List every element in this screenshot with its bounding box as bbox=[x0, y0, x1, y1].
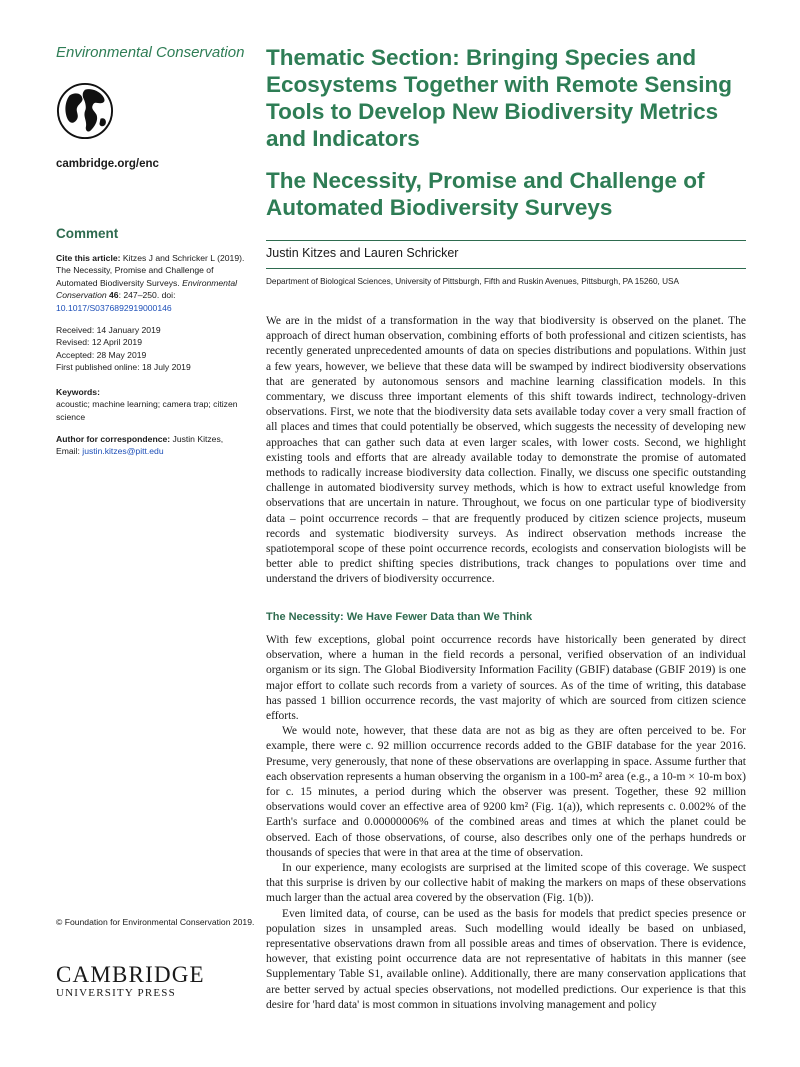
keywords-label: Keywords: bbox=[56, 387, 100, 397]
cite-volume: 46 bbox=[109, 290, 119, 301]
corr-email-label: Email: bbox=[56, 446, 80, 457]
cite-pages: : 247–250. doi: bbox=[118, 290, 176, 301]
received-date: Received: 14 January 2019 bbox=[56, 325, 161, 335]
dates-block bbox=[56, 324, 256, 374]
paragraph: Even limited data, of course, can be used as the basis for models that predict species presence or population sizes in unsampled areas. Such modelling would ideally be based on unbiased, representative observations drawn from all possible areas and times of observation. There is evidence, however, that existing point occurrence data are not representative of habitats in this manner (see Supplementary Table S1, available online). Additionally, there are many conservation applications that are better served by actual species observations, not modelled predictions. Our experience is that this desire for 'hard data' is most common in situations involving management and policy bbox=[266, 907, 746, 1011]
paragraph: With few exceptions, global point occurrence records have historically been generated by direct observation, where a human in the field records a personal, verified observation of an individual organism or its sign. The Global Biodiversity Information Facility (GBIF) database (GBIF 2019) is one major effort to collate such records from a variety of sources. As of the time of writing, this database has passed 1 billion occurrence records, the vast majority of which are sourced from citizen science efforts. bbox=[266, 634, 746, 723]
body-text bbox=[266, 633, 746, 1013]
paragraph: In our experience, many ecologists are surprised at the limited scope of this coverage. We suspect that this surprise is driven by our collective habit of making the markers on maps of these observations much larger than the actual area covered by the observation (Fig. 1(b)). bbox=[266, 862, 746, 905]
publisher-line1: CAMBRIDGE bbox=[56, 962, 205, 987]
corr-name: Justin Kitzes, bbox=[172, 434, 224, 444]
corr-label: Author for correspondence: bbox=[56, 434, 171, 444]
correspondence-block bbox=[56, 433, 256, 458]
cite-text: Kitzes J and Schricker L (2019). The Necessity, Promise and Challenge of Automated Biodiversity Surveys. bbox=[56, 253, 245, 288]
section-heading: The Necessity: We Have Fewer Data than We Think bbox=[266, 611, 533, 623]
cite-label: Cite this article: bbox=[56, 253, 121, 263]
publisher-logo bbox=[56, 964, 226, 1000]
first-published-date: First published online: 18 July 2019 bbox=[56, 362, 191, 373]
accepted-date: Accepted: 28 May 2019 bbox=[56, 349, 147, 360]
citation bbox=[56, 252, 256, 314]
abstract: We are in the midst of a transformation in the way that biodiversity is observed on the planet. The approach of direct human observation, combining efforts of both professional and citizen scientists, has recently generated unprecedented amounts of data on species distributions and populations. Within just a few years, however, we believe that these data will be swamped by indirect biodiversity observations that are generated by autonomous sensors and machine learning classification models. In this commentary, we discuss three important elements of this shift towards indirect, technology-driven observations. First, we note that the biodiversity data sets available today cover a very small fraction of all places and times that could potentially be observed, which suggests the necessity of developing new approaches that can gather such data at even larger scales, with lower costs. Second, we highlight existing tools and efforts that are already available today to demonstrate the promise of automated methods to radically increase biodiversity data collection. Finally, we discuss one specific outstanding challenge in automated biodiversity survey methods, which is how to extract useful knowledge from observations that are uncertain in nature. Throughout, we focus on one particular type of biodiversity data – point occurrence records – that are frequently produced by citizen science projects, museum records and systematic biodiversity surveys. As indirect observation methods increase the spatiotemporal scope of these point occurrence records, ecologists and conservation biologists will be better able to predict shifting species distributions, track changes to populations over time and understand the drivers of biodiversity occurrence. bbox=[266, 315, 746, 586]
title-divider bbox=[266, 240, 746, 241]
globe-logo-icon bbox=[56, 82, 114, 140]
sidebar bbox=[56, 44, 256, 999]
doi-link[interactable]: 10.1017/S0376892919000146 bbox=[56, 302, 172, 313]
affiliation: Department of Biological Sciences, University of Pittsburgh, Fifth and Ruskin Avenues, Pittsburgh, PA 15260, USA bbox=[266, 277, 679, 286]
main-column bbox=[266, 44, 746, 1011]
site-link[interactable]: cambridge.org/enc bbox=[56, 158, 159, 170]
corr-email-link[interactable]: justin.kitzes@pitt.edu bbox=[82, 446, 164, 457]
authors-divider bbox=[266, 268, 746, 269]
article-type-label: Comment bbox=[56, 226, 119, 241]
section-title: Thematic Section: Bringing Species and Ecosystems Together with Remote Sensing Tools to Develop New Biodiversity Metrics and Indicators bbox=[266, 45, 732, 151]
copyright: © Foundation for Environmental Conservation 2019. bbox=[56, 917, 255, 927]
article-title: The Necessity, Promise and Challenge of Automated Biodiversity Surveys bbox=[266, 168, 705, 220]
publisher-line2: UNIVERSITY PRESS bbox=[56, 987, 176, 999]
cite-journal: Environmental Conservation bbox=[56, 277, 238, 301]
authors: Justin Kitzes and Lauren Schricker bbox=[266, 246, 459, 260]
keywords-block bbox=[56, 386, 256, 423]
keywords-text: acoustic; machine learning; camera trap; citizen science bbox=[56, 399, 238, 422]
paragraph: We would note, however, that these data are not as big as they are often perceived to be. For example, there were c. 92 million occurrence records added to the GBIF database for the year 2016. Presume, very generously, that none of these observations are overlapping in space. Assume further that each observation represents a human observing the organism in a 100-m² area (e.g., a 10-m × 10-m box) for c. 15 minutes, a period during which the observer was present. Together, these 92 million observations would cover an effective area of 9200 km² (Fig. 1(a)), which represents c. 0.002% of the Earth's surface and 0.00000006% of the combined areas and times at which the planet could be observed. Each of those observations, of course, also describes only one of the perhaps hundreds or thousands of species that were in that area at the time of observation. bbox=[266, 725, 746, 859]
revised-date: Revised: 12 April 2019 bbox=[56, 337, 142, 348]
journal-name: Environmental Conservation bbox=[56, 44, 245, 61]
